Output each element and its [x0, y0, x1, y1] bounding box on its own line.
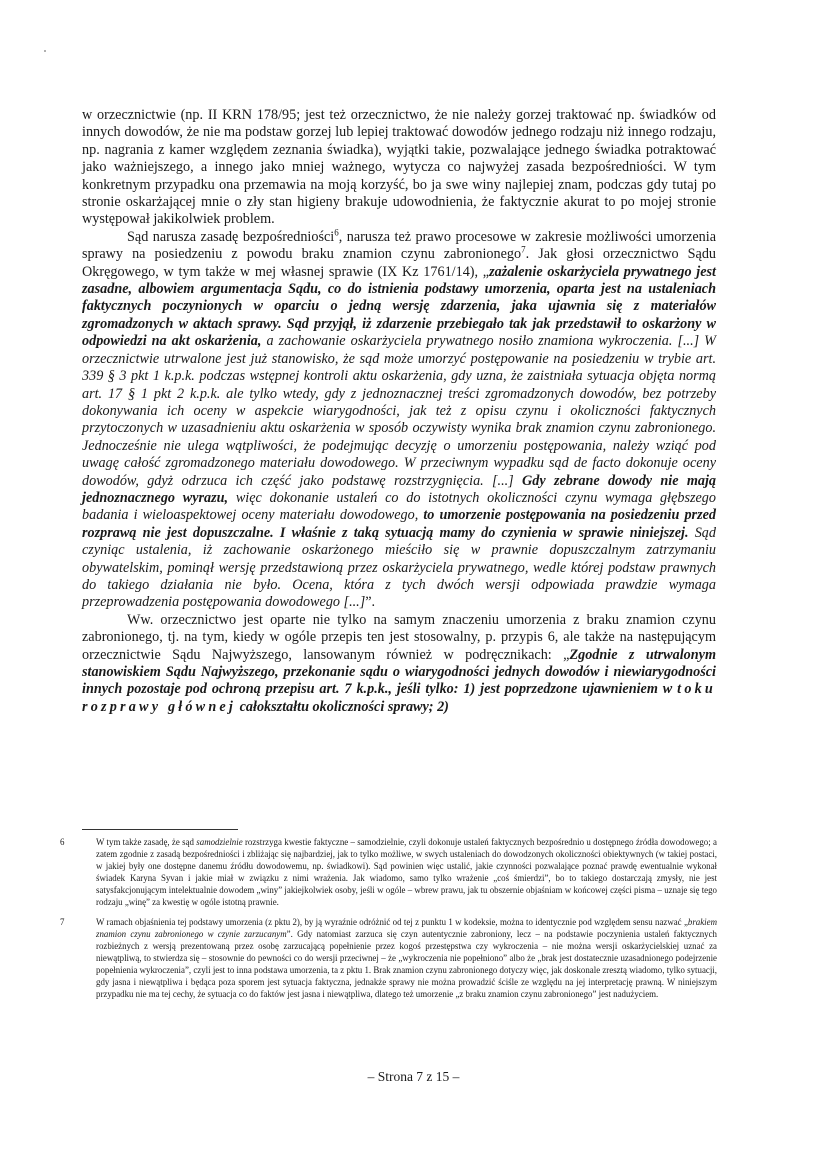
- paragraph-3: [82, 612, 716, 716]
- text-run: całokształtu okoliczności sprawy; 2): [236, 698, 449, 715]
- text-run: w orzecznictwie (np. II KRN 178/95; jest też orzecznictwo, że nie należy gorzej traktować np. świadków od innych dowodów, że nie ma podstaw gorzej lub lepiej traktować dowodów jednego rodzaju niż innego rodzaju, np. nagrania z kamer względem zeznania świadka), wyjątki takie, pozwalające jednego świadka potraktować jako ważniejszego, a innego jako mniej ważnego, wytycza co najwyżej zasada bezpośredniości. W tym konkretnym przypadku ona przemawia na moją korzyść, bo ja swe winy najlepiej znam, podczas gdy tutaj po stronie oskarżającej mnie o zły stan higieny brakuje udowodnienia, że faktycznie akurat to po mojej stronie występował jakikolwiek problem.: [82, 107, 716, 228]
- footnote-divider: [82, 829, 238, 830]
- text-run: zażalenie oskarżyciela prywatnego jest zasadne, albowiem argumentacja Sądu, co do istnienia podstawy umorzenia, oparta jest na ustaleniach faktycznych poczynionych w oparciu o jedną wersję zdarzenia, jaka ujawnia się z materiałów zgromadzonych w aktach sprawy. Sąd przyjął, iż zdarzenie przebiegało tak jak przedstawił to oskarżony w odpowiedzi na akt oskarżenia,: [82, 263, 716, 350]
- text-run: , narusza też prawo procesowe w zakresie możliwości umorzenia sprawy na posiedzeniu z powodu braku znamion czynu zabronionego: [82, 228, 716, 263]
- scan-speck: [44, 50, 46, 52]
- text-run: a zachowanie oskarżyciela prywatnego nosiło znamiona wykroczenia. [...] W orzecznictwie utrwalone jest już stanowisko, że sąd może umorzyć postępowanie na posiedzeniu w trybie art. 339 § 3 pkt 1 k.p.k. podczas wstępnej kontroli aktu oskarżenia, gdy uzna, że zaistniała sytuacja objęta normą art. 17 § 1 pkt 2 k.p.k. ale tylko wtedy, gdy z jednoznacznej treści zgromadzonych dowodów, bez potrzeby dokonywania ich oceny w aspekcie wiarygodności, jak też z opisu czynu i okoliczności faktycznych przytoczonych w uzasadnieniu aktu oskarżenia w sposób oczywisty wynika brak znamion czynu zabronionego. Jednocześnie nie ulega wątpliwości, że podejmując decyzję o umorzeniu postępowania, należy wziąć pod uwagę całość zgromadzonego materiału dowodowego. W przeciwnym wypadku sąd de facto dokonuje oceny dowodów, gdyż odrzuca ich część jako podstawę rozstrzygnięcia. [...]: [82, 333, 716, 489]
- footnotes: [60, 836, 717, 1007]
- text-run: brakiem znamion czynu zabronionego w czynie zarzucanym: [96, 916, 717, 939]
- text-run: W tym także zasadę, że sąd: [96, 837, 197, 847]
- text-run: W ramach objaśnienia tej podstawy umorzenia (z pktu 2), by ją wyraźnie odróżnić od tej z punktu 1 w kodeksie, można to identycznie pod względem sensu nazwać „: [96, 916, 688, 927]
- footnote-number: 7: [60, 916, 65, 927]
- paragraph-2: [82, 229, 716, 612]
- footnote-text: [96, 836, 717, 909]
- footnote-text: [96, 916, 717, 1001]
- footnote-6: [60, 836, 717, 909]
- footnote-ref: 7: [521, 244, 526, 255]
- text-run: rozstrzyga kwestie faktyczne – samodzielnie, czyli dokonuje ustaleń faktycznych bezpośrednio u dostępnego źródła dowodowego; a zatem zgodnie z zasadą bezpośredniości i zbliżając się najbardziej, jak to tylko możliwe, w swych ustaleniach do dowodzonych okoliczności obiektywnych (w takiej postaci, w jakiej były one dostępne danemu źródłu dowodowemu, np. świadkowi). Sąd powinien więc ustalić, jakie czynności pozwalające poznać prawdę ewentualnie wykonał świadek Karyna Syvan i jakie miał w związku z nimi wrażenia. Jak wiadomo, samo tylko wrażenie „coś śmierdzi”, bo to takiego dostarczają zmysły, nie jest satysfakcjonującym intelektualnie dowodem „winy” jakiejkolwiek osoby, jeśli w ogóle – wbrew prawu, jak tu obszernie objaśniam w końcowej części pisma – uznaje się tego rodzaju „winę” za kwestię w ogóle istotną prawnie.: [96, 837, 717, 908]
- text-run: Gdy zebrane dowody nie mają jednoznacznego wyrazu,: [82, 472, 716, 506]
- footnote-7: [60, 916, 717, 1001]
- paragraph-1: [82, 107, 716, 229]
- text-run: Zgodnie z utrwalonym stanowiskiem Sądu Najwyższego, przekonanie sądu o wiarygodności jednych dowodów i niewiarygodności innych pozostaje pod ochroną przepisu art. 7 k.p.k., jeśli tylko: 1) jest poprzedzone ujawnieniem w: [82, 646, 716, 698]
- text-run: Sąd narusza zasadę bezpośredniości: [127, 228, 335, 245]
- footnote-number: 6: [60, 837, 65, 847]
- text-run: . Jak głosi orzecznictwo Sądu Okręgowego, w tym także w mej własnej sprawie (IX Kz 1761/14), „: [82, 246, 717, 280]
- text-run: więc dokonanie ustaleń co do istotnych okoliczności czynu wymaga głębszego badania i wieloaspektowej oceny materiału dowodowego,: [82, 489, 716, 524]
- text-run: samodzielnie: [196, 837, 243, 847]
- body-text: [82, 107, 716, 716]
- text-run: toku rozprawy głównej: [82, 681, 716, 715]
- text-run: to umorzenie postępowania na posiedzeniu przed rozprawą nie jest dopuszczalne. I właśnie z taką sytuacją mamy do czynienia w sprawie niniejszej.: [82, 507, 716, 541]
- footnote-ref: 6: [334, 227, 339, 238]
- text-run: Ww. orzecznictwo jest oparte nie tylko na samym znaczeniu umorzenia z braku znamion czynu zabronionego, tj. na tym, kiedy w ogóle przepis ten jest stosowalny, p. przypis 6, ale także na następującym orzecznictwie Sądu Najwyższego, lansowanym również w podręcznikach: „: [82, 611, 716, 663]
- page-number: – Strona 7 z 15 –: [367, 1069, 460, 1084]
- text-run: ”.: [365, 594, 376, 611]
- text-run: ”. Gdy natomiast zarzuca się czyn autentycznie zabroniony, lecz – na podstawie poczynienia ustaleń faktycznych rozbieżnych z wersją prezentowaną przez osobę zarzucającą popełnienie przez kogoś przestępstwa czy wykroczenia – nie można wersji oskarżycielskiej uznać za niewątpliwą, to stwierdza się – stosownie do pewności co do wersji przeciwnej – że „wykroczenia nie popełniono” albo że „brak jest dostatecznie uzasadnionego podejrzenie popełnienia wykroczenia”, czyli jest to inna podstawa umorzenia, ta z pktu 1. Brak znamion czynu zabronionego dotyczy więc, jak doskonale zresztą wiadomo, tylko sytuacji, gdy jasna i niewątpliwa i będąca poza sporem jest sytuacja faktyczna, jednakże sprawy nie można prowadzić ściśle ze względu na jej interpretację prawną. W niniejszym przypadku nie ma tej cechy, że sytuacja co do faktów jest jasna i niewątpliwa, dlatego też umorzenie „z braku znamion czynu zabronionego” jest nadużyciem.: [96, 928, 717, 1000]
- text-run: Sąd czyniąc ustalenia, iż zachowanie oskarżonego mieściło się w prawnie dopuszczalnym zatrzymaniu obywatelskim, pominął wersję przedstawioną przez oskarżyciela prywatnego, wedle której podstaw prawnych do takiego działania nie było. Ocena, która z tych dwóch wersji odpowiada prawdzie wymaga przeprowadzenia postępowania dowodowego [...]: [82, 524, 716, 611]
